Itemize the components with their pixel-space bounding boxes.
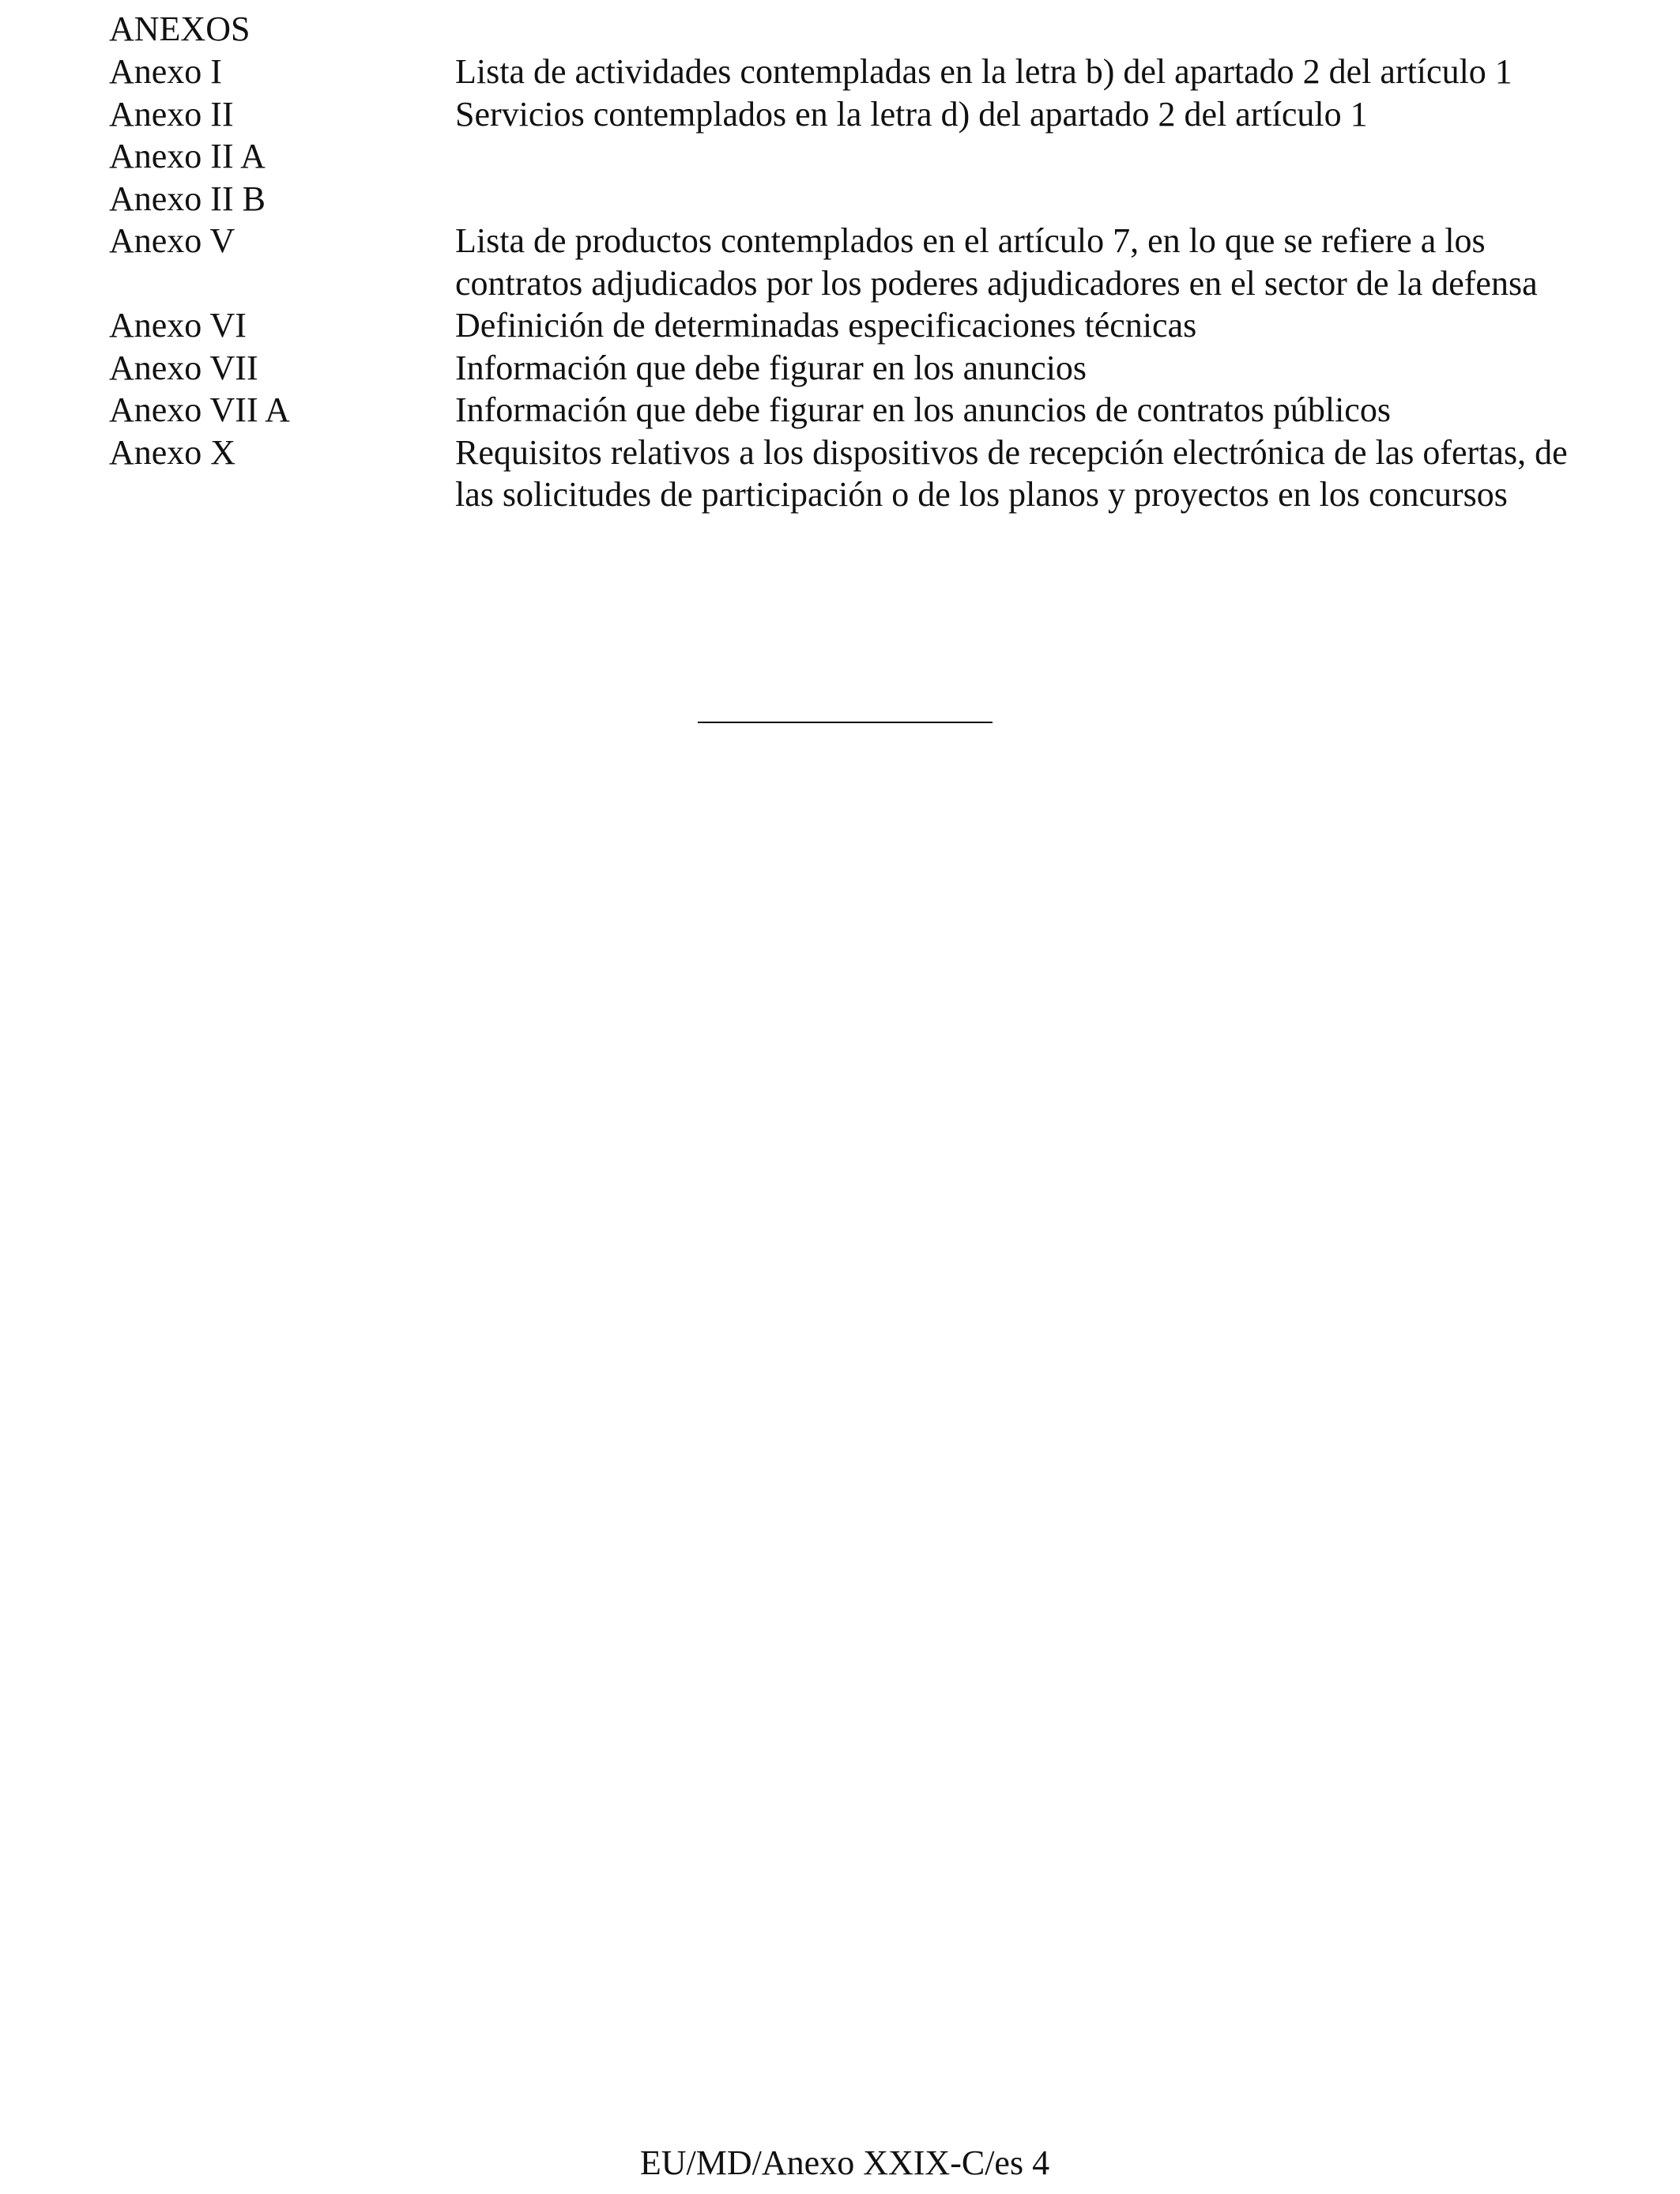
annex-label: Anexo VII — [109, 348, 258, 387]
annex-description: Información que debe figurar en los anuncios de contratos públicos — [455, 390, 1391, 429]
annex-row — [109, 304, 1587, 347]
annex-list — [109, 51, 1587, 516]
annex-label: Anexo V — [109, 221, 235, 260]
annex-description: Información que debe figurar en los anuncios — [455, 348, 1087, 387]
annex-description: Requisitos relativos a los dispositivos de recepción electrónica de las ofertas, de las solicitudes de participación o de los planos y proyectos en los concursos — [455, 432, 1568, 514]
annex-row — [109, 51, 1587, 93]
annex-row — [109, 93, 1587, 136]
annex-row — [109, 135, 1587, 178]
annex-description: Lista de productos contemplados en el artículo 7, en lo que se refiere a los contratos adjudicados por los poderes adjudicadores en el sector de la defensa — [455, 221, 1538, 303]
annex-label: Anexo II B — [109, 179, 266, 218]
section-separator-rule — [698, 722, 993, 723]
annex-row — [109, 389, 1587, 432]
annex-label: Anexo X — [109, 432, 236, 472]
annex-label: Anexo II — [109, 94, 234, 134]
annex-label: Anexo VI — [109, 306, 247, 345]
annex-row — [109, 347, 1587, 390]
annex-label: Anexo I — [109, 52, 222, 91]
annex-description: Servicios contemplados en la letra d) del apartado 2 del artículo 1 — [455, 94, 1368, 134]
annex-description: Lista de actividades contempladas en la letra b) del apartado 2 del artículo 1 — [455, 52, 1512, 91]
annex-row — [109, 432, 1587, 516]
annex-row — [109, 220, 1587, 304]
annex-description: Definición de determinadas especificaciones técnicas — [455, 306, 1197, 345]
annex-row — [109, 178, 1587, 221]
annex-label: Anexo VII A — [109, 390, 290, 429]
annexes-heading: ANEXOS — [109, 9, 250, 48]
page-footer-reference: EU/MD/Anexo XXIX-C/es 4 — [639, 2143, 1050, 2182]
annex-label: Anexo II A — [109, 137, 266, 175]
